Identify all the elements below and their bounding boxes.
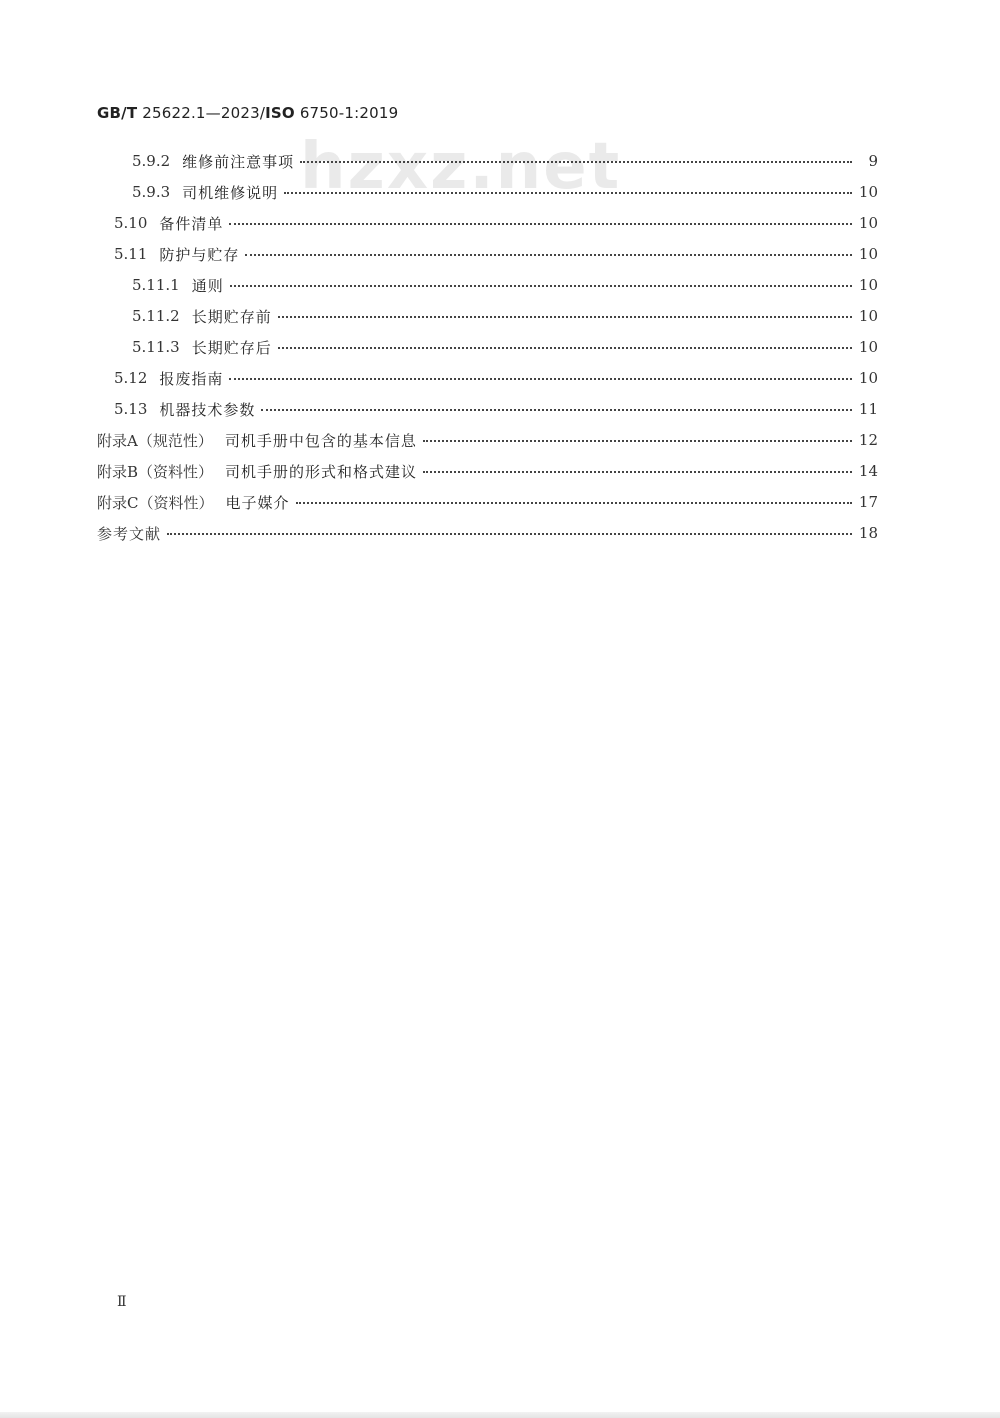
- toc-entry-title: 备件清单: [159, 214, 224, 233]
- toc-leader-dots: [167, 531, 852, 535]
- toc-entry-number: 附录B（资料性）: [97, 462, 214, 481]
- toc-entry[interactable]: [132, 304, 878, 328]
- toc-entry-title: 司机手册中包含的基本信息: [224, 431, 417, 450]
- toc-entry-title: 通则: [191, 276, 224, 295]
- toc-entry-title: 报废指南: [159, 369, 224, 388]
- toc-leader-dots: [245, 252, 852, 256]
- toc-entry-number: 5.10: [114, 214, 148, 232]
- toc-entry-title: 电子媒介: [225, 493, 290, 512]
- toc-entry-number: 5.11: [114, 245, 148, 263]
- page-number: Ⅱ: [117, 1294, 127, 1310]
- toc-leader-dots: [230, 283, 852, 287]
- toc-entry-number: 5.11.2: [132, 307, 180, 325]
- toc-entry-number: 5.11.1: [132, 276, 180, 294]
- toc-entry-number: 5.9.2: [132, 152, 171, 170]
- toc-entry[interactable]: [132, 273, 878, 297]
- toc-entry-page: 17: [858, 493, 878, 511]
- toc-entry-bibliography[interactable]: [97, 521, 878, 545]
- standard-number: 25622.1—2023/: [142, 104, 266, 122]
- toc-leader-dots: [261, 407, 852, 411]
- document-header: [97, 104, 398, 122]
- toc-entry-number: 5.11.3: [132, 338, 180, 356]
- toc-entry-annex-a[interactable]: [97, 428, 878, 452]
- standard-code: GB/T: [97, 104, 138, 122]
- toc-entry-title: 司机手册的形式和格式建议: [225, 462, 418, 481]
- toc-entry-page: 12: [858, 431, 878, 449]
- toc-entry[interactable]: [114, 397, 878, 421]
- toc-entry[interactable]: [114, 211, 878, 235]
- toc-leader-dots: [229, 221, 852, 225]
- toc-entry-title: 司机维修说明: [182, 183, 279, 202]
- toc-leader-dots: [229, 376, 852, 380]
- toc-entry-title: 长期贮存后: [191, 338, 272, 357]
- toc-entry-page: 10: [858, 369, 878, 387]
- toc-entry-title: 维修前注意事项: [182, 152, 295, 171]
- toc-entry-number: 5.13: [114, 400, 148, 418]
- toc-entry-page: 10: [858, 307, 878, 325]
- toc-leader-dots: [278, 314, 852, 318]
- toc-leader-dots: [278, 345, 852, 349]
- toc-entry-page: 10: [858, 183, 878, 201]
- toc-entry-number: 附录C（资料性）: [97, 493, 214, 512]
- iso-code: ISO: [265, 104, 295, 122]
- toc-entry-page: 10: [858, 214, 878, 232]
- toc-entry-page: 10: [858, 338, 878, 356]
- toc-entry-title: 长期贮存前: [191, 307, 272, 326]
- toc-leader-dots: [423, 438, 852, 442]
- toc-entry-page: 10: [858, 245, 878, 263]
- toc-entry-annex-c[interactable]: [97, 490, 878, 514]
- toc-entry-title: 机器技术参数: [159, 400, 256, 419]
- toc-leader-dots: [284, 190, 852, 194]
- toc-leader-dots: [296, 500, 853, 504]
- page-bottom-edge: [0, 1412, 1000, 1418]
- toc-leader-dots: [300, 159, 852, 163]
- toc-entry-page: 10: [858, 276, 878, 294]
- toc-entry-page: 18: [858, 524, 878, 542]
- toc-leader-dots: [423, 469, 852, 473]
- watermark: hzxz.net: [300, 130, 622, 204]
- toc-entry-annex-b[interactable]: [97, 459, 878, 483]
- toc-entry-number: 附录A（规范性）: [97, 431, 213, 450]
- toc-entry-title: 防护与贮存: [159, 245, 240, 264]
- toc-entry[interactable]: [132, 180, 878, 204]
- toc-entry-number: 5.12: [114, 369, 148, 387]
- iso-number: 6750-1:2019: [299, 104, 399, 122]
- toc-entry[interactable]: [132, 335, 878, 359]
- toc-entry-page: 14: [858, 462, 878, 480]
- toc-entry[interactable]: [114, 366, 878, 390]
- toc-entry-number: 参考文献: [97, 524, 162, 543]
- toc-entry[interactable]: [132, 149, 878, 173]
- toc-entry-number: 5.9.3: [132, 183, 171, 201]
- toc-entry-page: 11: [858, 400, 878, 418]
- toc-entry-page: 9: [868, 152, 878, 170]
- toc-entry[interactable]: [114, 242, 878, 266]
